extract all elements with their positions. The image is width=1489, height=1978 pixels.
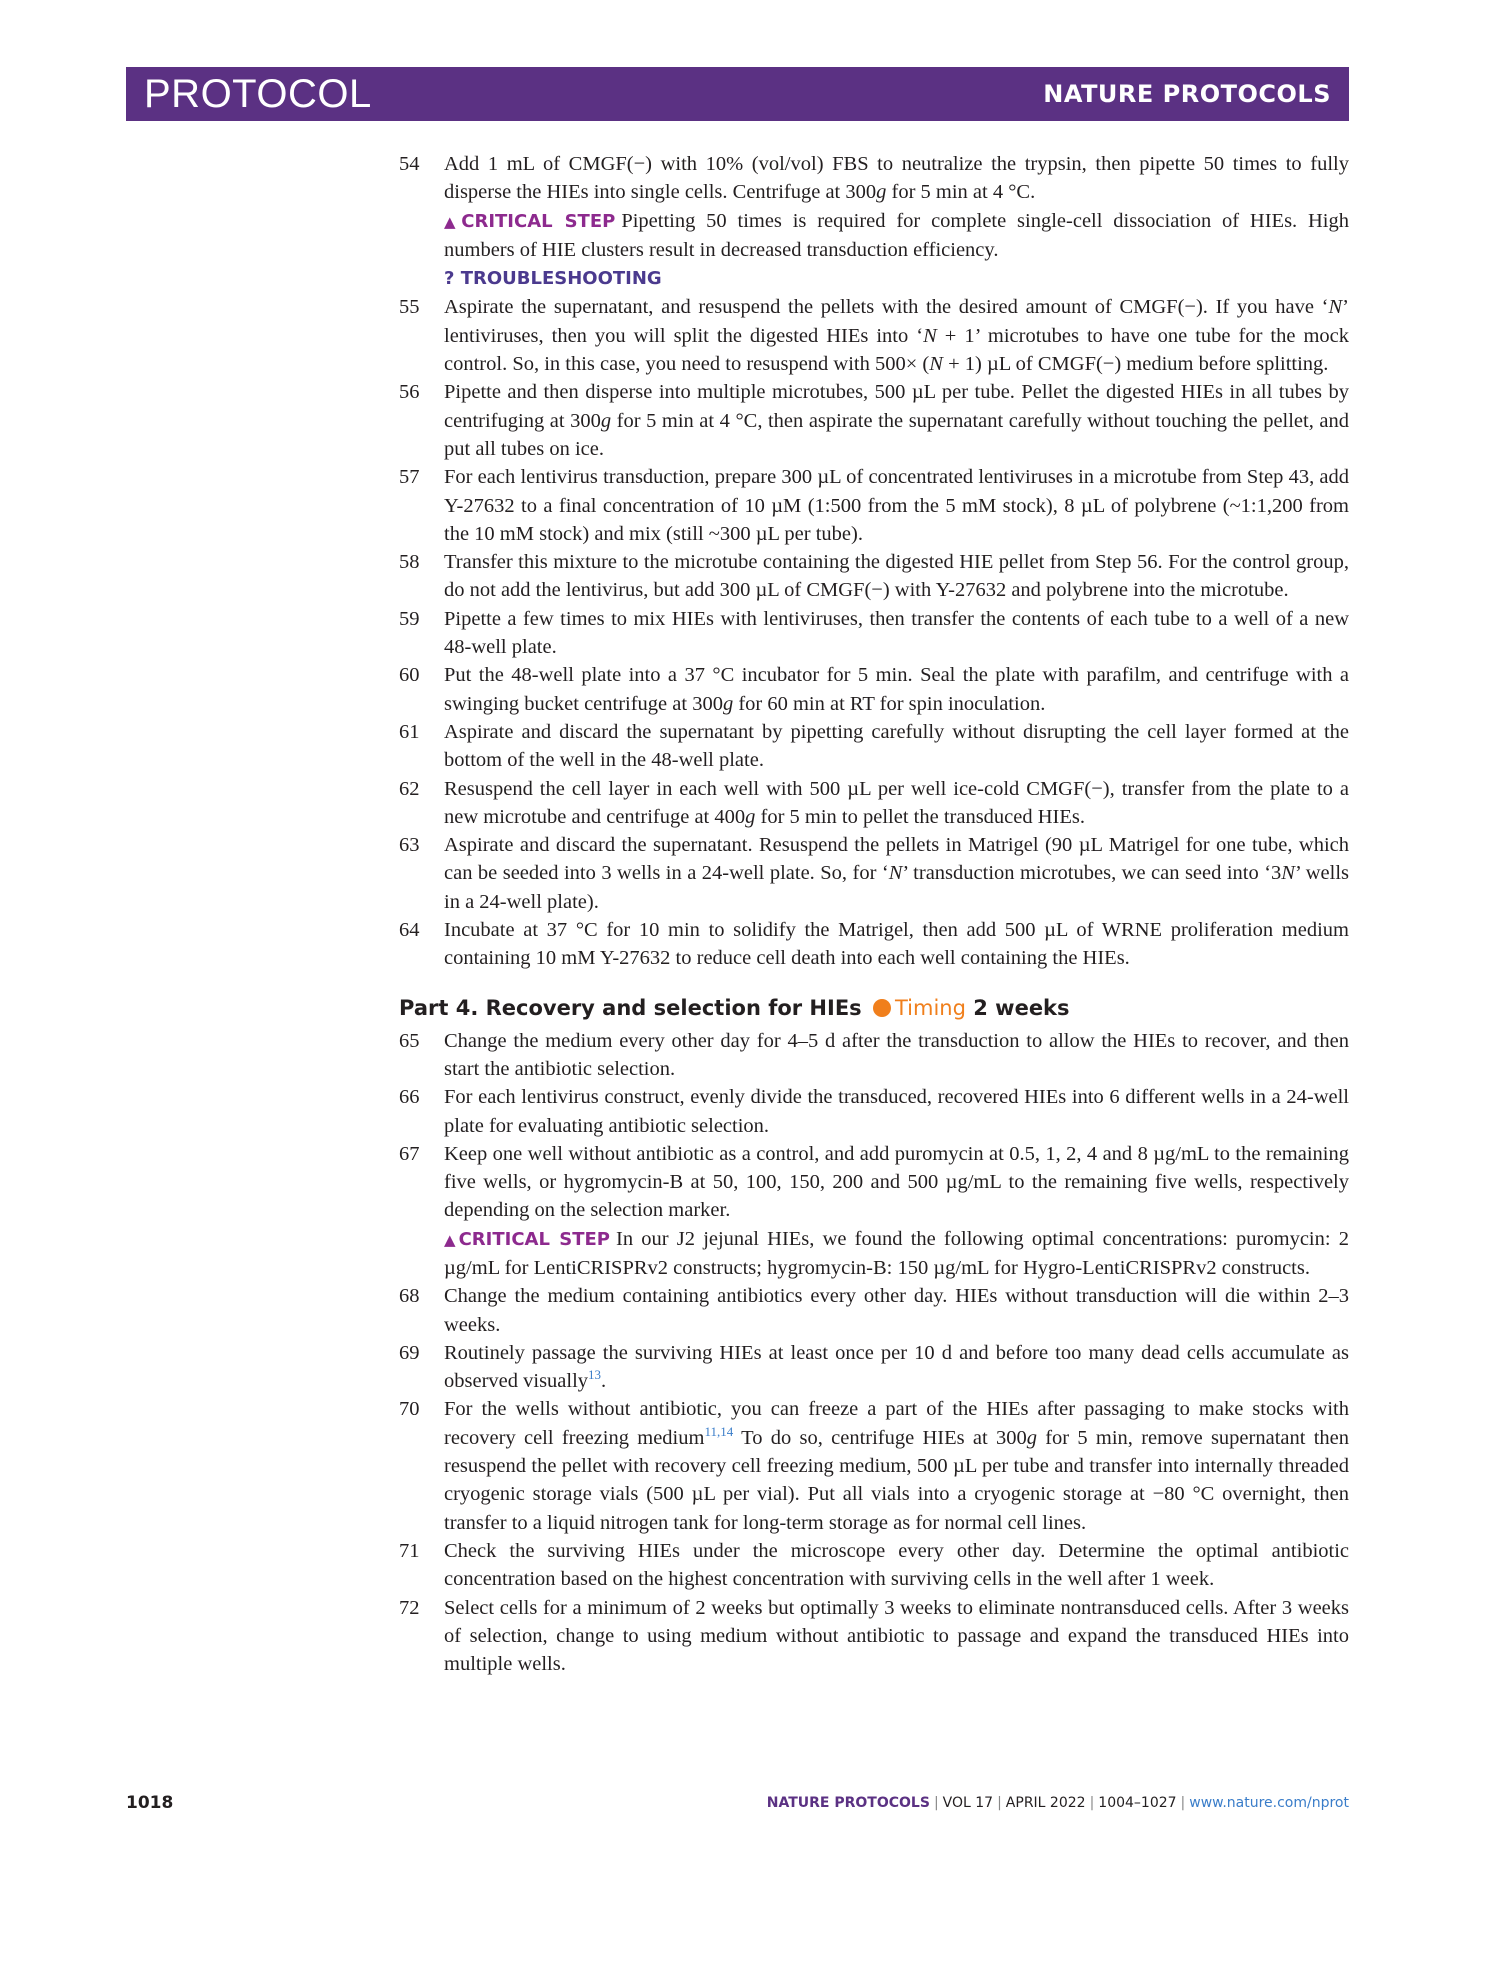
timing-dot-icon bbox=[873, 999, 891, 1017]
warning-triangle-icon: ▲ bbox=[444, 1230, 459, 1249]
step-number: 58 bbox=[399, 551, 420, 574]
step-number: 60 bbox=[399, 664, 420, 687]
step-number: 68 bbox=[399, 1285, 420, 1308]
step-number: 66 bbox=[399, 1086, 420, 1109]
section-label: PROTOCOL bbox=[144, 71, 372, 116]
step-60: 60 Put the 48-well plate into a 37 °C incubator for 5 min. Seal the plate with parafilm, and centrifuge with a swinging bucket centrifuge at 300g for 60 min at RT for spin inoculation. bbox=[399, 661, 1349, 718]
critical-step-label: ▲CRITICAL STEP bbox=[444, 1228, 611, 1250]
troubleshooting-link[interactable]: ? TROUBLESHOOTING bbox=[444, 268, 662, 290]
step-68: 68 Change the medium containing antibiotics every other day. HIEs without transduction will die within 2–3 weeks. bbox=[399, 1282, 1349, 1339]
step-number: 64 bbox=[399, 919, 420, 942]
footer-date: APRIL 2022 bbox=[1005, 1795, 1086, 1811]
step-58: 58 Transfer this mixture to the microtube containing the digested HIE pellet from Step 56. For the control group, do not add the lentivirus, but add 300 µL of CMGF(−) with Y-27632 and polybrene into the microtube. bbox=[399, 548, 1349, 605]
step-number: 71 bbox=[399, 1539, 420, 1562]
critical-step-text: Pipetting 50 times is required for complete single-cell dissociation of HIEs. High numbers of HIE clusters result in decreased transduction efficiency. bbox=[444, 209, 1349, 261]
step-57: 57 For each lentivirus transduction, prepare 300 µL of concentrated lentiviruses in a microtube from Step 43, add Y-27632 to a final concentration of 10 µM (1:500 from the 5 mM stock), 8 µL of polybrene (~1:1,200 from the 10 mM stock) and mix (still ~300 µL per tube). bbox=[399, 463, 1349, 548]
footer-pages: 1004–1027 bbox=[1098, 1795, 1177, 1811]
step-number: 55 bbox=[399, 296, 420, 319]
citation-line: NATURE PROTOCOLS | VOL 17 | APRIL 2022 | 1004–1027 | www.nature.com/nprot bbox=[766, 1795, 1349, 1811]
warning-triangle-icon: ▲ bbox=[444, 212, 462, 231]
header-bar bbox=[126, 67, 1349, 121]
step-62: 62 Resuspend the cell layer in each well with 500 µL per well ice-cold CMGF(−), transfer from the plate to a new microtube and centrifuge at 400g for 5 min to pellet the transduced HIEs. bbox=[399, 775, 1349, 832]
reference-link[interactable]: 11,14 bbox=[704, 1423, 734, 1439]
step-number: 70 bbox=[399, 1398, 420, 1421]
step-number: 59 bbox=[399, 607, 420, 630]
journal-name: NATURE PROTOCOLS bbox=[1043, 80, 1331, 108]
step-69: 69 Routinely passage the surviving HIEs at least once per 10 d and before too many dead cells accumulate as observed visually$^{13}$. bbox=[399, 1339, 1349, 1396]
timing-label: Timing bbox=[894, 995, 966, 1020]
step-71: 71 Check the surviving HIEs under the microscope every other day. Determine the optimal antibiotic concentration based on the highest concentration with surviving cells in the well after 1 week. bbox=[399, 1537, 1349, 1594]
step-59: 59 Pipette a few times to mix HIEs with lentiviruses, then transfer the contents of each tube to a well of a new 48-well plate. bbox=[399, 605, 1349, 662]
step-number: 56 bbox=[399, 381, 420, 404]
step-67: 67 Keep one well without antibiotic as a control, and add puromycin at 0.5, 1, 2, 4 and 8 µg/mL to the remaining five wells, or hygromycin-B at 50, 100, 150, 200 and 500 µg/mL to the remaining five wells, respectively depending on the selection marker. ▲CRITICAL STEP In our J2 jejunal HIEs, we found the following optimal concentrations: puromycin: 2 µg/mL for LentiCRISPRv2 constructs; hygromycin-B: 150 µg/mL for Hygro-LentiCRISPRv2 constructs. bbox=[399, 1140, 1349, 1282]
step-number: 67 bbox=[399, 1142, 420, 1165]
part-4-heading bbox=[399, 993, 1349, 1023]
part-title: Part 4. Recovery and selection for HIEs bbox=[399, 995, 862, 1020]
step-number: 65 bbox=[399, 1029, 420, 1052]
step-64: 64 Incubate at 37 °C for 10 min to solidify the Matrigel, then add 500 µL of WRNE proliferation medium containing 10 mM Y-27632 to reduce cell death into each well containing the HIEs. bbox=[399, 916, 1349, 973]
step-63: 63 Aspirate and discard the supernatant. Resuspend the pellets in Matrigel (90 µL Matrigel for one tube, which can be seeded into 3 wells in a 24-well plate. So, for ‘N’ transduction microtubes, we can seed into ‘3N’ wells in a 24-well plate). bbox=[399, 831, 1349, 916]
critical-step-label: ▲CRITICAL STEP bbox=[444, 210, 616, 232]
step-66: 66 For each lentivirus construct, evenly divide the transduced, recovered HIEs into 6 different wells in a 24-well plate for evaluating antibiotic selection. bbox=[399, 1083, 1349, 1140]
step-65: 65 Change the medium every other day for 4–5 d after the transduction to allow the HIEs to recover, and then start the antibiotic selection. bbox=[399, 1027, 1349, 1084]
step-number: 61 bbox=[399, 720, 420, 743]
step-number: 62 bbox=[399, 777, 420, 800]
page-number: 1018 bbox=[126, 1793, 174, 1813]
step-72: 72 Select cells for a minimum of 2 weeks but optimally 3 weeks to eliminate nontransduced cells. After 3 weeks of selection, change to using medium without antibiotic to passage and expand the transduced HIEs into multiple wells. bbox=[399, 1594, 1349, 1679]
protocol-content bbox=[399, 150, 1349, 1678]
step-number: 54 bbox=[399, 153, 420, 175]
step-number: 72 bbox=[399, 1596, 420, 1619]
footer-url[interactable]: www.nature.com/nprot bbox=[1189, 1795, 1349, 1811]
step-number: 63 bbox=[399, 834, 420, 857]
step-54: 54 Add 1 mL of CMGF(−) with 10% (vol/vol) FBS to neutralize the trypsin, then pipette 50 times to fully disperse the HIEs into single cells. Centrifuge at 300g for 5 min at 4 °C. ▲CRITICAL STEP Pipetting 50 times is required for complete single-cell dissociation of HIEs. High numbers of HIE clusters result in decreased transduction efficiency. ? TROUBLESHOOTING bbox=[399, 150, 1349, 293]
timing-value: 2 weeks bbox=[973, 995, 1070, 1020]
critical-step-text: In our J2 jejunal HIEs, we found the following optimal concentrations: puromycin: 2 µg/mL for LentiCRISPRv2 constructs; hygromycin-B: 150 µg/mL for Hygro-LentiCRISPRv2 constructs. bbox=[444, 1227, 1349, 1279]
step-61: 61 Aspirate and discard the supernatant by pipetting carefully without disrupting the cell layer formed at the bottom of the well in the 48-well plate. bbox=[399, 718, 1349, 775]
step-number: 69 bbox=[399, 1341, 420, 1364]
step-number: 57 bbox=[399, 466, 420, 489]
footer-volume: VOL 17 bbox=[942, 1795, 994, 1811]
footer-journal: NATURE PROTOCOLS bbox=[766, 1795, 930, 1811]
step-56: 56 Pipette and then disperse into multiple microtubes, 500 µL per tube. Pellet the digested HIEs in all tubes by centrifuging at 300g for 5 min at 4 °C, then aspirate the supernatant carefully without touching the pellet, and put all tubes on ice. bbox=[399, 378, 1349, 463]
step-55: 55 Aspirate the supernatant, and resuspend the pellets with the desired amount of CMGF(−). If you have ‘N’ lentiviruses, then you will split the digested HIEs into ‘N + 1’ microtubes to have one tube for the mock control. So, in this case, you need to resuspend with 500× (N + 1) µL of CMGF(−) medium before splitting. bbox=[399, 293, 1349, 378]
reference-link[interactable]: 13 bbox=[588, 1367, 602, 1383]
step-70: 70 For the wells without antibiotic, you can freeze a part of the HIEs after passaging to make stocks with recovery cell freezing medium$^{11,14}$ To do so, centrifuge HIEs at 300g for 5 min, remove supernatant then resuspend the pellet with recovery cell freezing medium, 500 µL per tube and transfer into internally threaded cryogenic storage vials (500 µL per vial). Put all vials into a cryogenic storage at −80 °C overnight, then transfer to a liquid nitrogen tank for long-term storage as for normal cell lines. bbox=[399, 1395, 1349, 1536]
page-footer bbox=[126, 1793, 1349, 1817]
